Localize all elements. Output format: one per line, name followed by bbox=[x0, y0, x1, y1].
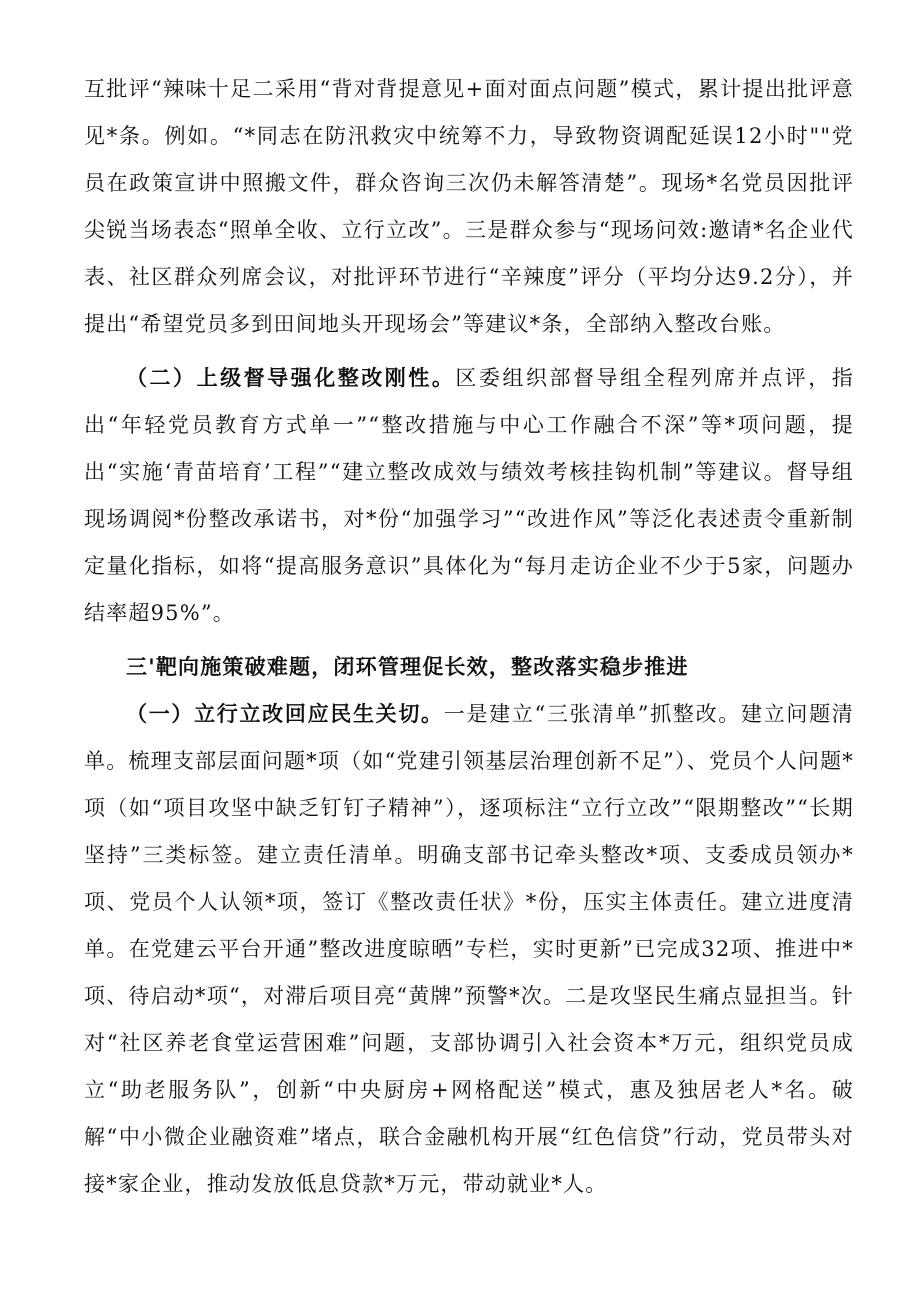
paragraph-text: 一是建立“三张清单”抓整改。建立问题清单。梳理支部层面问题*项（如“党建引领基层治理创新不足”）、党员个人问题*项（如“项目攻坚中缺乏钉钉子精神”），逐项标注“立行立改”“限期整改”“长期坚持”三类标签。建立责任清单。明确支部书记牵头整改*项、支委成员领办*项、党员个人认领*项，签订《整改责任状》*份，压实主体责任。建立进度清单。在党建云平台开通”整改进度晾晒”专栏，实时更新”已完成32项、推进中*项、待启动*项“，对滞后项目亮“黄牌”预警*次。二是攻坚民生痛点显担当。针对“社区养老食堂运营困难”问题，支部协调引入社会资本*万元，组织党员成立“助老服务队”，创新“中央厨房+网格配送”模式，惠及独居老人*名。破解“中小微企业融资难”堵点，联合金融机构开展“红色信贷”行动，党员带头对接*家企业，推动发放低息贷款*万元，带动就业*人。 bbox=[84, 702, 854, 1196]
paragraph-lead: （一）立行立改回应民生关切。 bbox=[126, 701, 444, 726]
section-heading: 三'靶向施策破难题，闭环管理促长效，整改落实稳步推进 bbox=[126, 654, 689, 679]
paragraph-criticism: 互批评“辣味十足二采用“背对背提意见+面对面点问题”模式，累计提出批评意见*条。例如。“*同志在防汛救灾中统筹不力，导致物资调配延误12小时""党员在政策宣讲中照搬文件，群众咨询三次仍未解答清楚”。现场*名党员因批评尖锐当场表态“照单全收、立行立改”。三是群众参与“现场问效:邀请*名企业代表、社区群众列席会议，对批评环节进行“辛辣度”评分（平均分达9.2分），并提出“希望党员多到田间地头开现场会”等建议*条，全部纳入整改台账。 bbox=[84, 77, 854, 336]
document-body bbox=[84, 66, 854, 1208]
paragraph-text: 区委组织部督导组全程列席并点评，指出“年轻党员教育方式单一”“整改措施与中心工作融合不深”等*项问题，提出“实施‘青苗培育’工程”“建立整改成效与绩效考核挂钩机制”等建议。督导组现场调阅*份整改承诺书，对*份“加强学习”“改进作风”等泛化表述责令重新制定量化指标，如将“提高服务意识”具体化为“每月走访企业不少于5家，问题办结率超95%”。 bbox=[84, 366, 854, 625]
paragraph-supervision bbox=[84, 354, 854, 637]
paragraph-lead: （二）上级督导强化整改刚性。 bbox=[126, 365, 456, 390]
paragraph-rectification bbox=[84, 690, 854, 1208]
